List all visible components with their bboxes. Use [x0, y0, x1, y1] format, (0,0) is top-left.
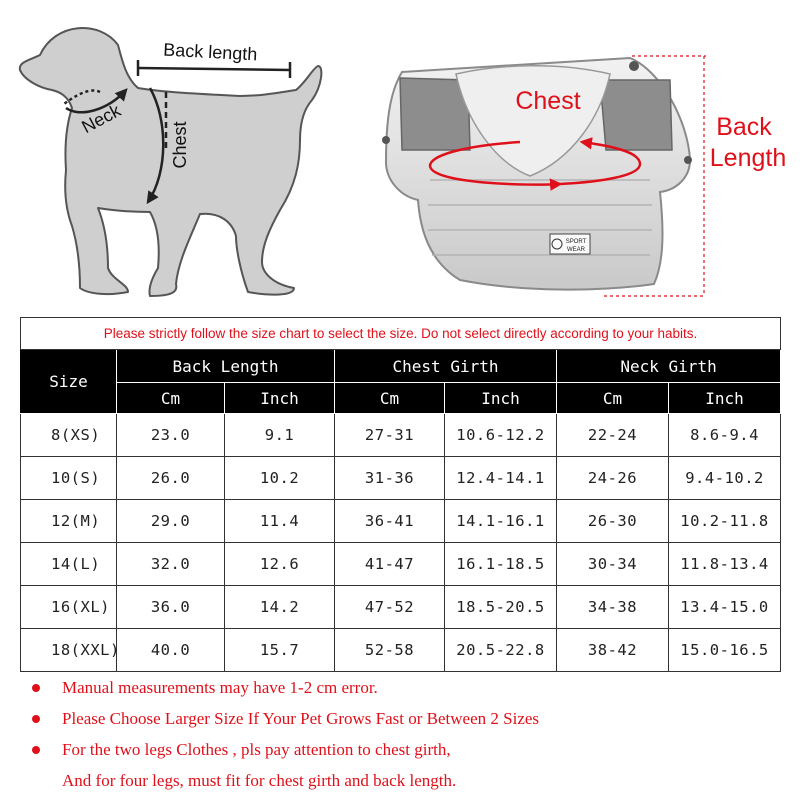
chest-cm-cell: 27-31: [335, 414, 445, 457]
back-cm-cell: 32.0: [117, 543, 225, 586]
bullet-icon: [32, 684, 40, 692]
chest-inch-cell: 16.1-18.5: [445, 543, 557, 586]
table-row: [21, 629, 781, 672]
note-item: [32, 705, 792, 736]
table-row: [21, 414, 781, 457]
neck-cm-cell: 22-24: [557, 414, 669, 457]
chest-inch-cell: 14.1-16.1: [445, 500, 557, 543]
note-item: [32, 736, 792, 767]
note-text: For the two legs Clothes , pls pay attention to chest girth,: [62, 740, 451, 759]
coat-length-label: Length: [709, 144, 787, 172]
size-cell: 12(M): [21, 500, 117, 543]
back-length-line: [138, 68, 290, 70]
chest-girth-cm-header: Cm: [335, 383, 445, 414]
note-text: Please Choose Larger Size If Your Pet Grows Fast or Between 2 Sizes: [62, 709, 540, 728]
neck-girth-header: Neck Girth: [557, 350, 781, 383]
neck-girth-inch-header: Inch: [669, 383, 781, 414]
back-length-inch-header: Inch: [225, 383, 335, 414]
neck-cm-cell: 34-38: [557, 586, 669, 629]
note-text: And for four legs, must fit for chest girth and back length.: [62, 771, 457, 790]
size-cell: 16(XL): [21, 586, 117, 629]
chest-girth-inch-header: Inch: [445, 383, 557, 414]
size-chart-table: [20, 317, 781, 672]
size-cell: 8(XS): [21, 414, 117, 457]
size-cell: 14(L): [21, 543, 117, 586]
size-cell: 18(XXL): [21, 629, 117, 672]
coat-badge-bottom: WEAR: [567, 247, 585, 253]
chest-cm-cell: 41-47: [335, 543, 445, 586]
back-cm-cell: 23.0: [117, 414, 225, 457]
chest-inch-cell: 10.6-12.2: [445, 414, 557, 457]
back-inch-cell: 10.2: [225, 457, 335, 500]
bullet-icon: [32, 715, 40, 723]
neck-inch-cell: 8.6-9.4: [669, 414, 781, 457]
neck-cm-cell: 24-26: [557, 457, 669, 500]
dog-back-length-label: Back length: [162, 39, 258, 65]
table-row: [21, 586, 781, 629]
neck-inch-cell: 15.0-16.5: [669, 629, 781, 672]
size-chart-notice: Please strictly follow the size chart to select the size. Do not select directly according to your habits.: [21, 318, 781, 350]
chest-cm-cell: 47-52: [335, 586, 445, 629]
back-cm-cell: 40.0: [117, 629, 225, 672]
table-row: [21, 457, 781, 500]
chest-inch-cell: 20.5-22.8: [445, 629, 557, 672]
dog-chest-label: Chest: [170, 121, 190, 169]
note-item: [32, 674, 792, 705]
neck-cm-cell: 30-34: [557, 543, 669, 586]
coat-chest-label: Chest: [515, 87, 581, 115]
measurement-diagram: [0, 0, 800, 312]
back-length-cm-header: Cm: [117, 383, 225, 414]
back-inch-cell: 15.7: [225, 629, 335, 672]
size-cell: 10(S): [21, 457, 117, 500]
size-column-header: Size: [21, 350, 117, 414]
neck-girth-cm-header: Cm: [557, 383, 669, 414]
table-row: [21, 500, 781, 543]
chest-cm-cell: 52-58: [335, 629, 445, 672]
neck-inch-cell: 11.8-13.4: [669, 543, 781, 586]
back-length-header: Back Length: [117, 350, 335, 383]
chest-girth-header: Chest Girth: [335, 350, 557, 383]
chest-inch-cell: 12.4-14.1: [445, 457, 557, 500]
note-text: Manual measurements may have 1-2 cm error.: [62, 678, 378, 697]
neck-cm-cell: 26-30: [557, 500, 669, 543]
back-cm-cell: 26.0: [117, 457, 225, 500]
chest-inch-cell: 18.5-20.5: [445, 586, 557, 629]
back-inch-cell: 9.1: [225, 414, 335, 457]
bullet-icon: [32, 746, 40, 754]
neck-cm-cell: 38-42: [557, 629, 669, 672]
back-inch-cell: 14.2: [225, 586, 335, 629]
back-cm-cell: 36.0: [117, 586, 225, 629]
table-row: [21, 543, 781, 586]
coat-back-label: Back: [716, 113, 772, 141]
neck-inch-cell: 10.2-11.8: [669, 500, 781, 543]
neck-inch-cell: 9.4-10.2: [669, 457, 781, 500]
note-item: [32, 767, 792, 798]
coat-badge-top: SPORT: [565, 239, 587, 245]
back-inch-cell: 12.6: [225, 543, 335, 586]
neck-inch-cell: 13.4-15.0: [669, 586, 781, 629]
dog-neck-label: Neck: [78, 100, 124, 138]
back-cm-cell: 29.0: [117, 500, 225, 543]
chest-cm-cell: 36-41: [335, 500, 445, 543]
notes-list: [32, 674, 792, 798]
back-inch-cell: 11.4: [225, 500, 335, 543]
chest-cm-cell: 31-36: [335, 457, 445, 500]
